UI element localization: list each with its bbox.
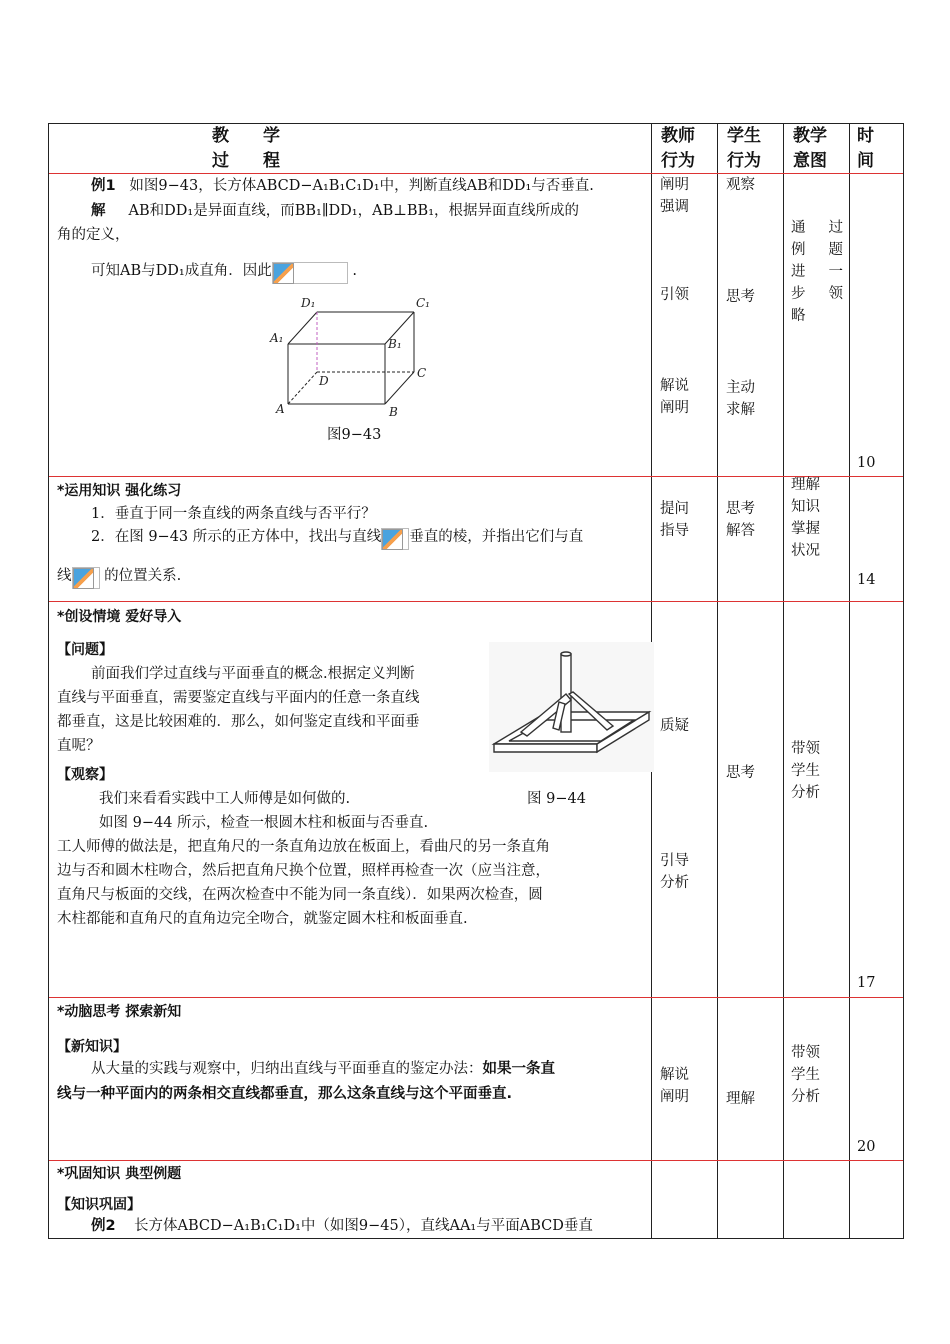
- conclusion-line: [91, 260, 357, 284]
- example2-label: 例2: [91, 1218, 116, 1234]
- student-action: 理解: [726, 1091, 755, 1107]
- solution-line1: [91, 200, 579, 223]
- header-time-line1: 时: [857, 126, 874, 146]
- row-divider: [49, 1160, 903, 1161]
- intent-text: 理解: [791, 477, 820, 493]
- header-student: [727, 124, 761, 174]
- row1-student-group3: [726, 377, 755, 421]
- header-process-line1: 教 学: [212, 126, 280, 146]
- row3-teacher-group2: [660, 850, 689, 894]
- example1-text: 如图9−43，长方体ABCD−A₁B₁C₁D₁中，判断直线AB和DD₁与否垂直.: [129, 178, 594, 194]
- formula-image-placeholder: [272, 262, 348, 284]
- teacher-action: 指导: [660, 523, 689, 539]
- section-title-consolidation: *巩固知识 典型例题: [57, 1166, 182, 1182]
- practice-question-1: 1．垂直于同一条直线的两条直线与否平行？: [91, 506, 376, 522]
- header-time: [857, 124, 874, 174]
- board-front: [494, 744, 597, 752]
- label-a1: A₁: [270, 331, 284, 345]
- observe-text-line: 如图 9−44 所示，检查一根圆木柱和板面与否垂直.: [99, 815, 429, 831]
- row-divider: [49, 173, 903, 174]
- label-d1: D₁: [301, 296, 316, 310]
- row2-teacher: [660, 498, 689, 542]
- teacher-action: 提问: [660, 501, 689, 517]
- column-divider: [849, 124, 850, 1239]
- question-2-line-word: 线: [57, 568, 72, 584]
- intent-text: 学生: [791, 1067, 820, 1083]
- broken-image-icon: [73, 568, 94, 589]
- row1-teacher-group1: [660, 174, 689, 218]
- intent-text: 状况: [791, 543, 820, 559]
- label-b1: B₁: [388, 337, 402, 351]
- header-process-line2: 过 程: [212, 151, 280, 171]
- teacher-action: 质疑: [660, 718, 689, 734]
- question-2-text: 2．在图 9−43 所示的正方体中，找出与直线: [91, 529, 382, 545]
- new-knowledge-text: 从大量的实践与观察中，归纳出直线与平面垂直的鉴定办法：: [91, 1061, 483, 1077]
- post-top: [561, 652, 571, 656]
- intent-text: 掌握: [791, 521, 820, 537]
- solution-line2: 角的定义，: [57, 227, 130, 243]
- intent-text: 分析: [791, 1089, 820, 1105]
- section-title-practice: *运用知识 强化练习: [57, 483, 182, 499]
- practice-question-2-line2: [57, 565, 181, 589]
- teacher-action: 阐明: [660, 400, 689, 416]
- formula-image-placeholder: [72, 567, 100, 589]
- student-action: 思考: [726, 289, 755, 305]
- header-time-line2: 间: [857, 151, 874, 171]
- student-action: 思考: [726, 765, 755, 781]
- problem-label: 【问题】: [57, 642, 113, 658]
- observe-text-line: 直角尺与板面的交线，在两次检查中不能为同一条直线）．如果两次检查，圆: [57, 887, 543, 903]
- label-d: D: [319, 374, 329, 388]
- observe-label: 【观察】: [57, 767, 113, 783]
- row2-student: [726, 498, 755, 542]
- figure-9-44-caption: 图 9−44: [527, 791, 586, 807]
- row-divider: [49, 997, 903, 998]
- header-teacher-line2: 行为: [661, 151, 695, 171]
- edge-a1d1: [288, 312, 317, 344]
- header-student-line2: 行为: [727, 151, 761, 171]
- theorem-text: 如果一条直: [482, 1061, 555, 1077]
- header-teacher-line1: 教师: [661, 126, 695, 146]
- broken-image-icon: [382, 529, 403, 550]
- teacher-action: 引导: [660, 853, 689, 869]
- theorem-text-line2: 线与一种平面内的两条相交直线都垂直，那么这条直线与这个平面垂直.: [57, 1086, 513, 1102]
- new-knowledge-line1: [91, 1058, 555, 1081]
- figure-9-43-caption: 图9−43: [327, 427, 382, 443]
- row4-teacher: [660, 1064, 689, 1108]
- section-title-new-knowledge: *动脑思考 探索新知: [57, 1004, 182, 1020]
- example2-statement: [91, 1215, 593, 1238]
- problem-text-line: 直线与平面垂直，需要鉴定直线与平面内的任意一条直线: [57, 690, 420, 706]
- problem-text-line: 都垂直，这是比较困难的．那么，如何鉴定直线和平面垂: [57, 714, 420, 730]
- example2-text: 长方体ABCD−A₁B₁C₁D₁中（如图9−45），直线AA₁与平面ABCD垂直: [134, 1218, 593, 1234]
- teacher-action: 引领: [660, 287, 689, 303]
- example1-label: 例1: [91, 178, 116, 194]
- section-title-intro: *创设情境 爱好导入: [57, 609, 182, 625]
- row4-time: 20: [857, 1139, 876, 1155]
- student-action: 主动: [726, 380, 755, 396]
- intent-text: 学生: [791, 763, 820, 779]
- header-teacher: [661, 124, 695, 174]
- row-divider: [49, 601, 903, 602]
- intent-text: 带领: [791, 1045, 820, 1061]
- cuboid-figure-9-43: [264, 296, 444, 416]
- teacher-action: 解说: [660, 378, 689, 394]
- teacher-action: 强调: [660, 199, 689, 215]
- example1-statement: [91, 175, 594, 198]
- observe-text-line: 边与否和圆木柱吻合，然后把直角尺换个位置，照样再检查一次（应当注意，: [57, 863, 550, 879]
- conclusion-period: .: [352, 263, 357, 279]
- student-action: 思考: [726, 501, 755, 517]
- observe-text-line: 工人师傅的做法是，把直角尺的一条直角边放在板面上，看曲尺的另一条直角: [57, 839, 550, 855]
- row1-intent: 通 过例 题进 一步 领略: [791, 220, 843, 324]
- teacher-action: 解说: [660, 1067, 689, 1083]
- label-a: A: [276, 402, 285, 416]
- row2-time: 14: [857, 572, 876, 588]
- row3-time: 17: [857, 975, 876, 991]
- student-action: 求解: [726, 402, 755, 418]
- problem-text-line: 直呢？: [57, 738, 101, 754]
- conclusion-text: 可知AB与DD₁成直角．因此: [91, 263, 272, 279]
- student-action: 观察: [726, 177, 755, 193]
- header-intent-line1: 教学: [793, 126, 827, 146]
- teacher-action: 分析: [660, 875, 689, 891]
- header-process: [212, 124, 280, 174]
- teacher-action: 阐明: [660, 177, 689, 193]
- student-action: 解答: [726, 523, 755, 539]
- row4-intent: [791, 1042, 820, 1108]
- edge-ad-hidden: [288, 372, 317, 404]
- broken-image-icon: [273, 263, 294, 284]
- edge-bc: [385, 372, 414, 404]
- table-bottom-border: [49, 1238, 903, 1239]
- intent-text: 带领: [791, 741, 820, 757]
- post-and-board-figure-9-44: [489, 642, 654, 772]
- row1-teacher-group3: [660, 375, 689, 419]
- row1-time: 10: [857, 455, 876, 471]
- practice-question-2: [91, 526, 583, 550]
- solution-text: AB和DD₁是异面直线，而BB₁∥DD₁，AB⊥BB₁，根据异面直线所成的: [128, 203, 580, 219]
- intent-text: 知识: [791, 499, 820, 515]
- solution-label: 解: [91, 203, 106, 219]
- label-c1: C₁: [416, 296, 430, 310]
- column-divider: [783, 124, 784, 1239]
- question-2-text-cont: 垂直的棱，并指出它们与直: [409, 529, 584, 545]
- label-b: B: [389, 405, 398, 416]
- new-knowledge-label: 【新知识】: [57, 1039, 127, 1055]
- intent-text: 分析: [791, 785, 820, 801]
- observe-text-line: 木柱都能和直角尺的直角边完全吻合，就鉴定圆木柱和板面垂直.: [57, 911, 468, 927]
- header-intent-line2: 意图: [793, 151, 827, 171]
- question-2-end: 的位置关系.: [104, 568, 182, 584]
- column-divider: [717, 124, 718, 1239]
- formula-image-placeholder: [381, 528, 409, 550]
- row2-intent: [791, 474, 820, 562]
- row-divider: [49, 476, 903, 477]
- consolidation-label: 【知识巩固】: [57, 1197, 141, 1213]
- row3-intent: [791, 738, 820, 804]
- header-student-line1: 学生: [727, 126, 761, 146]
- problem-text-line: 前面我们学过直线与平面垂直的概念.根据定义判断: [91, 666, 415, 682]
- teacher-action: 阐明: [660, 1089, 689, 1105]
- label-c: C: [417, 366, 427, 380]
- lesson-table: [48, 123, 904, 1239]
- observe-text-line: 我们来看看实践中工人师傅是如何做的.: [99, 791, 351, 807]
- header-intent: [793, 124, 827, 174]
